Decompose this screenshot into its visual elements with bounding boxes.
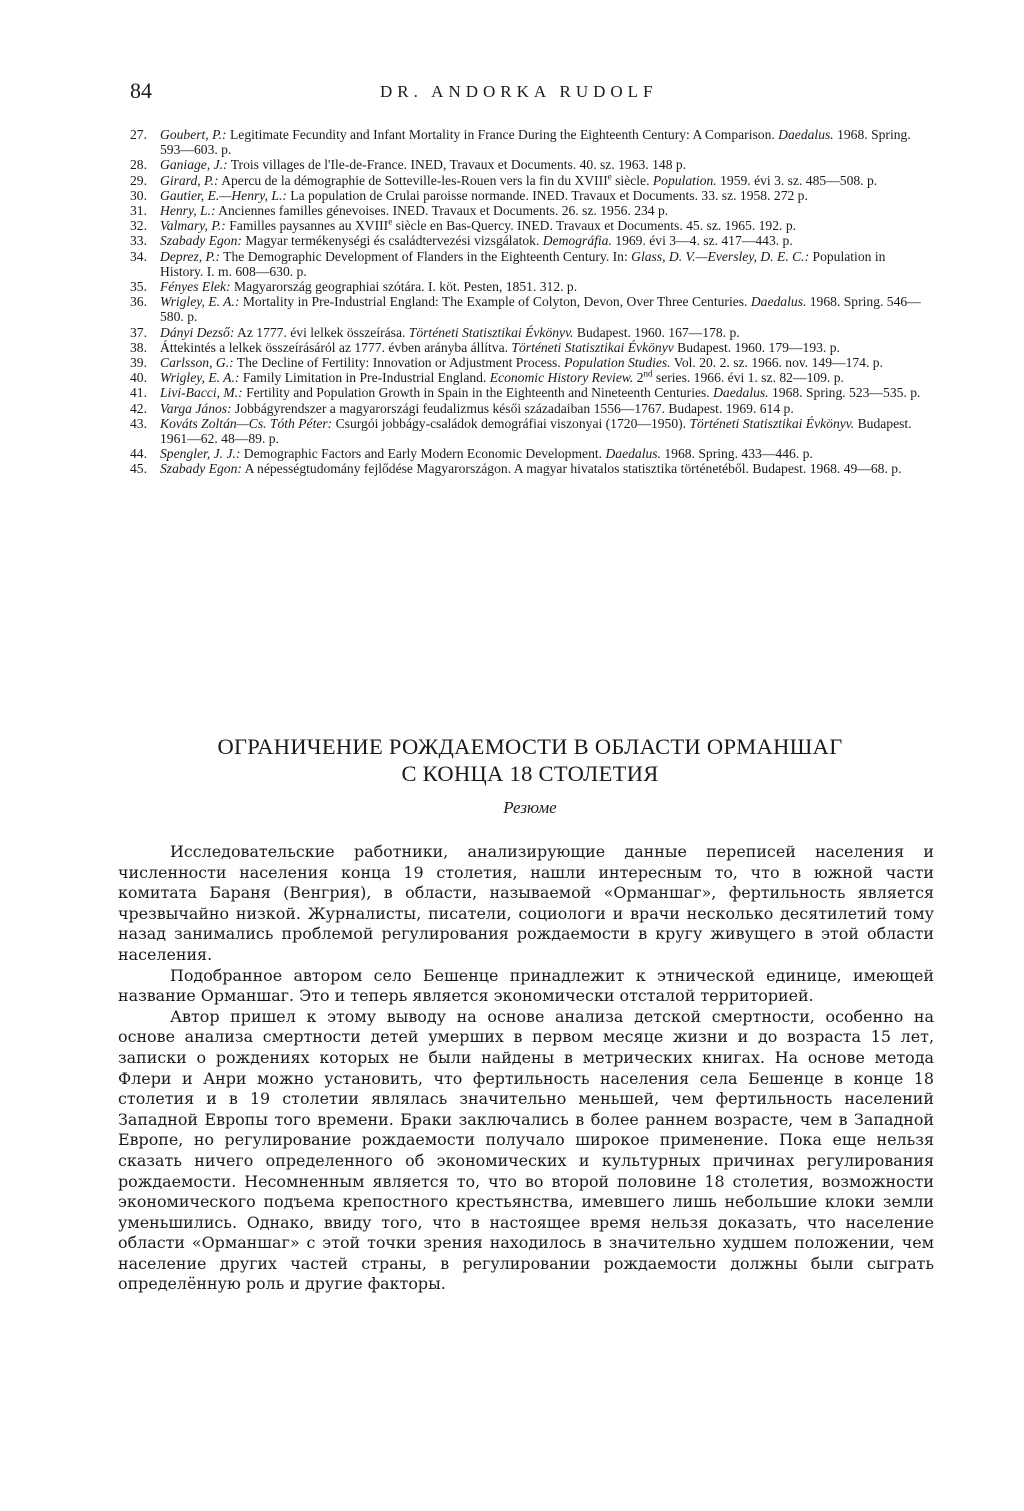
reference-text: Spengler, J. J.: Demographic Factors and Early Modern Economic Development. Daedalus. 1968. Spring. 433—446. p. <box>160 446 813 462</box>
reference-number: 35. <box>130 279 147 295</box>
reference-item <box>130 385 930 400</box>
reference-item <box>130 173 930 188</box>
reference-number: 32. <box>130 218 147 234</box>
summary-body <box>118 842 934 1295</box>
reference-number: 42. <box>130 400 147 416</box>
reference-text: Carlsson, G.: The Decline of Fertility: Innovation or Adjustment Process. Population Studies. Vol. 20. 2. sz. 1966. nov. 149—174. p. <box>160 355 883 371</box>
reference-item <box>130 218 930 233</box>
reference-item <box>130 461 930 476</box>
reference-number: 36. <box>130 294 147 310</box>
page-number: 84 <box>130 78 152 103</box>
reference-item <box>130 279 930 294</box>
reference-item <box>130 157 930 172</box>
page-header <box>130 78 930 108</box>
reference-number: 39. <box>130 355 147 371</box>
reference-number: 34. <box>130 248 147 264</box>
reference-number: 45. <box>130 461 147 477</box>
reference-item <box>130 233 930 248</box>
reference-item <box>130 370 930 385</box>
reference-item <box>130 325 930 340</box>
summary-subtitle: Резюме <box>503 798 557 817</box>
summary-paragraph: Автор пришел к этому выводу на основе анализа детской смертности, особенно на основе анализа смертности детей умерших в первом месяце жизни и до возраста 15 лет, записки о рождениях которых не были найдены в метрических книгах. На основе метода Флери и Анри можно установить, что фертильность населения села Бешенце в конце 18 столетия и в 19 столетии являлась значительно меньшей, чем фертильность населений Западной Европы того времени. Браки заключались в более раннем возрасте, чем в Западной Европе, но регулирование рождаемости получало широкое применение. Пока еще нельзя сказать ничего определенного об экономических и культурных причинах регулирования рождаемости. Несомненным является то, что во второй половине 18 столетия, возможности экономического подъема крепостного крестьянства, имевшего лишь небольшие клоки земли уменьшились. Однако, ввиду того, что в настоящее время нельзя доказать, что население области «Орманшаг» с этой точки зрения находилось в значительно худшем положении, чем население других частей страны, в регулировании рождаемости должны были сыграть определённую роль и другие факторы. <box>118 1006 934 1294</box>
reference-text: Áttekintés a lelkek összeírásáról az 1777. évben arányba állítva. Történeti Statisztikai Évkönyv Budapest. 1960. 179—193. p. <box>160 339 840 355</box>
reference-number: 29. <box>130 172 147 188</box>
summary-paragraph: Исследовательские работники, анализирующие данные переписей населения и численности населения конца 19 столетия, нашли интересным то, что в южной части комитата Бараня (Венгрия), в области, называемой «Орманшаг», фертильность является чрезвычайно низкой. Журналисты, писатели, социологи и врачи несколько десятилетий тому назад занимались проблемой регулирования рождаемости в кругу живущего в этой области населения. <box>118 842 934 964</box>
reference-text: Deprez, P.: The Demographic Development of Flanders in the Eighteenth Century. In: Glass, D. V.—Eversley, D. E. C.: Population in History. I. m. 608—630. p. <box>160 248 886 279</box>
reference-item <box>130 127 930 157</box>
reference-text: Varga János: Jobbágyrendszer a magyarországi feudalizmus késői századaiban 1556—1767. Budapest. 1969. 614 p. <box>160 400 794 416</box>
reference-list <box>130 127 930 477</box>
reference-text: Girard, P.: Apercu de la démographie de Sotteville-les-Rouen vers la fin du XVIIIe siècle. Population. 1959. évi 3. sz. 485—508. p. <box>160 171 878 188</box>
reference-number: 38. <box>130 339 147 355</box>
reference-text: Valmary, P.: Familles paysannes au XVIIIe siècle en Bas-Quercy. INED. Travaux et Documents. 45. sz. 1965. 192. p. <box>160 216 797 234</box>
reference-item <box>130 416 930 446</box>
reference-text: Henry, L.: Anciennes familles génevoises. INED. Travaux et Documents. 26. sz. 1956. 234 p. <box>160 203 669 219</box>
reference-text: Ganiage, J.: Trois villages de l'Ile-de-France. INED, Travaux et Documents. 40. sz. 1963. 148 p. <box>160 157 687 173</box>
summary-title-line-2: С КОНЦА 18 СТОЛЕТИЯ <box>401 761 659 786</box>
reference-text: Wrigley, E. A.: Family Limitation in Pre-Industrial England. Economic History Review. 2nd series. 1966. évi 1. sz. 82—109. p. <box>160 368 844 386</box>
reference-number: 37. <box>130 324 147 340</box>
reference-number: 44. <box>130 446 147 462</box>
reference-item <box>130 203 930 218</box>
reference-text: Livi-Bacci, M.: Fertility and Population Growth in Spain in the Eighteenth and Nineteenth Centuries. Daedalus. 1968. Spring. 523—535. p. <box>160 385 921 401</box>
reference-text: Dányi Dezső: Az 1777. évi lelkek összeírása. Történeti Statisztikai Évkönyv. Budapest. 1960. 167—178. p. <box>160 324 740 340</box>
reference-item <box>130 340 930 355</box>
reference-item <box>130 446 930 461</box>
reference-number: 31. <box>130 203 147 219</box>
reference-item <box>130 355 930 370</box>
reference-item <box>130 188 930 203</box>
reference-item <box>130 294 930 324</box>
reference-text: Szabady Egon: Magyar termékenységi és családtervezési vizsgálatok. Demográfia. 1969. évi 3—4. sz. 417—443. p. <box>160 233 793 249</box>
reference-number: 43. <box>130 415 147 431</box>
summary-title-line-1: ОГРАНИЧЕНИЕ РОЖДАЕМОСТИ В ОБЛАСТИ ОРМАНШАГ <box>217 734 843 759</box>
reference-text: Szabady Egon: A népességtudomány fejlődése Magyarországon. A magyar hivatalos statisztika történetéből. Budapest. 1968. 49—68. p. <box>160 461 902 477</box>
reference-number: 27. <box>130 127 147 142</box>
summary-title <box>130 733 930 787</box>
reference-text: Wrigley, E. A.: Mortality in Pre-Industrial England: The Example of Colyton, Devon, Over Three Centuries. Daedalus. 1968. Spring. 546—580. p. <box>160 294 921 325</box>
reference-text: Gautier, E.—Henry, L.: La population de Crulai paroisse normande. INED. Travaux et Documents. 33. sz. 1958. 272 p. <box>160 187 808 203</box>
reference-number: 40. <box>130 370 147 386</box>
reference-number: 30. <box>130 187 147 203</box>
reference-item <box>130 249 930 279</box>
summary-paragraph: Подобранное автором село Бешенце принадлежит к этнической единице, имеющей название Орманшаг. Это и теперь является экономически отсталой территорией. <box>118 965 934 1006</box>
reference-number: 28. <box>130 157 147 173</box>
reference-item <box>130 401 930 416</box>
running-head: DR. ANDORKA RUDOLF <box>380 82 658 101</box>
reference-text: Fényes Elek: Magyarország geographiai szótára. I. köt. Pesten, 1851. 312. p. <box>160 279 578 295</box>
reference-number: 33. <box>130 233 147 249</box>
reference-text: Kováts Zoltán—Cs. Tóth Péter: Csurgói jobbágy-családok demográfiai viszonyai (1720—1950). Történeti Statisztikai Évkönyv. Budapest. 1961—62. 48—89. p. <box>160 415 912 447</box>
reference-text: Goubert, P.: Legitimate Fecundity and Infant Mortality in France During the Eighteenth Century: A Comparison. Daedalus. 1968. Spring. 593—603. p. <box>160 127 911 158</box>
reference-number: 41. <box>130 385 147 401</box>
